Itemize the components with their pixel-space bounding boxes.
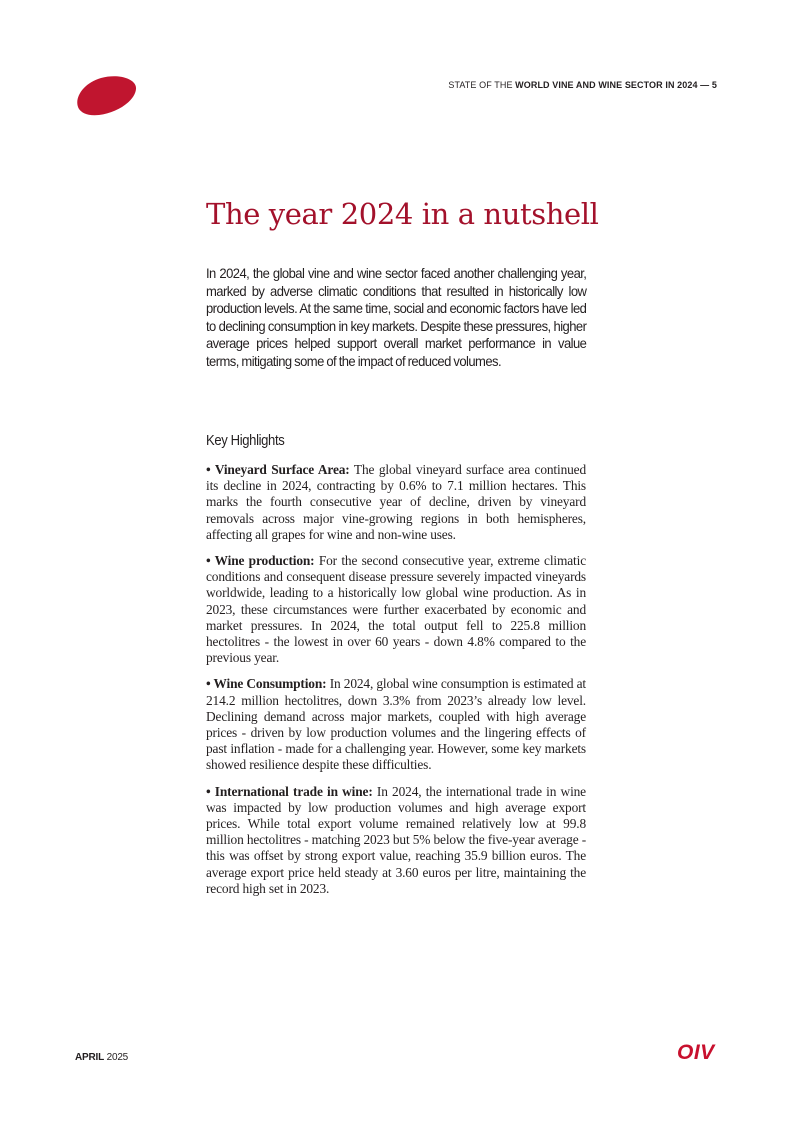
page-title: The year 2024 in a nutshell [206,197,599,231]
highlight-label: • International trade in wine: [206,783,373,799]
highlight-label: • Wine Consumption: [206,676,327,692]
footer-year: 2025 [104,1052,129,1063]
running-head-title: WORLD VINE AND WINE SECTOR IN 2024 — 5 [515,80,717,90]
oiv-red-blob-logo [75,75,137,117]
highlight-international-trade [206,784,586,897]
highlight-vineyard-surface [206,462,586,543]
key-highlights-heading: Key Highlights [206,433,285,449]
highlight-wine-production [206,553,586,666]
footer-date [75,1052,128,1063]
running-head [448,80,717,90]
highlight-text: In 2024, global wine consumption is estimated at 214.2 million hectolitres, down 3.3% from 2023’s already low level. Declining demand across major markets, coupled with high average prices - driven by low production volumes and the lingering effects of past inflation - made for a challenging year. However, some key markets showed resilience despite these difficulties. [206,676,586,773]
footer-month: APRIL [75,1052,105,1063]
key-highlights-list [206,462,586,907]
running-head-prefix: STATE OF THE [448,80,516,90]
highlight-text: The global vineyard surface area continued its decline in 2024, contracting by 0.6% to 7.1 million hectares. This marks the fourth consecutive year of decline, driven by vineyard removals across major vine-growing regions in both hemispheres, affecting all grapes for wine and non-wine uses. [206,462,586,542]
highlight-text: In 2024, the international trade in wine was impacted by low production volumes and high average export prices. While total export volume remained relatively low at 99.8 million hectolitres - matching 2023 but 5% below the five-year average - this was offset by strong export value, reaching 35.9 billion euros. The average export price held steady at 3.60 euros per litre, maintaining the record high set in 2023. [206,783,587,896]
oiv-logo: OIV [677,1041,715,1064]
highlight-label: • Wine production: [206,553,315,569]
highlight-wine-consumption [206,676,586,773]
intro-paragraph: In 2024, the global vine and wine sector faced another challenging year, marked by adverse climatic conditions that resulted in historically low production levels. At the same time, social and economic factors have led to declining consumption in key markets. Despite these pressures, higher average prices helped support overall market performance in value terms, mitigating some of the impact of reduced volumes. [206,265,587,369]
highlight-text: For the second consecutive year, extreme climatic conditions and consequent disease pressure severely impacted vineyards worldwide, leading to a historically low global wine production. As in 2023, these circumstances were further exacerbated by economic and market pressures. In 2024, the total output fell to 225.8 million hectolitres - the lowest in over 60 years - down 4.8% compared to the previous year. [206,553,586,666]
highlight-label: • Vineyard Surface Area: [206,462,350,477]
